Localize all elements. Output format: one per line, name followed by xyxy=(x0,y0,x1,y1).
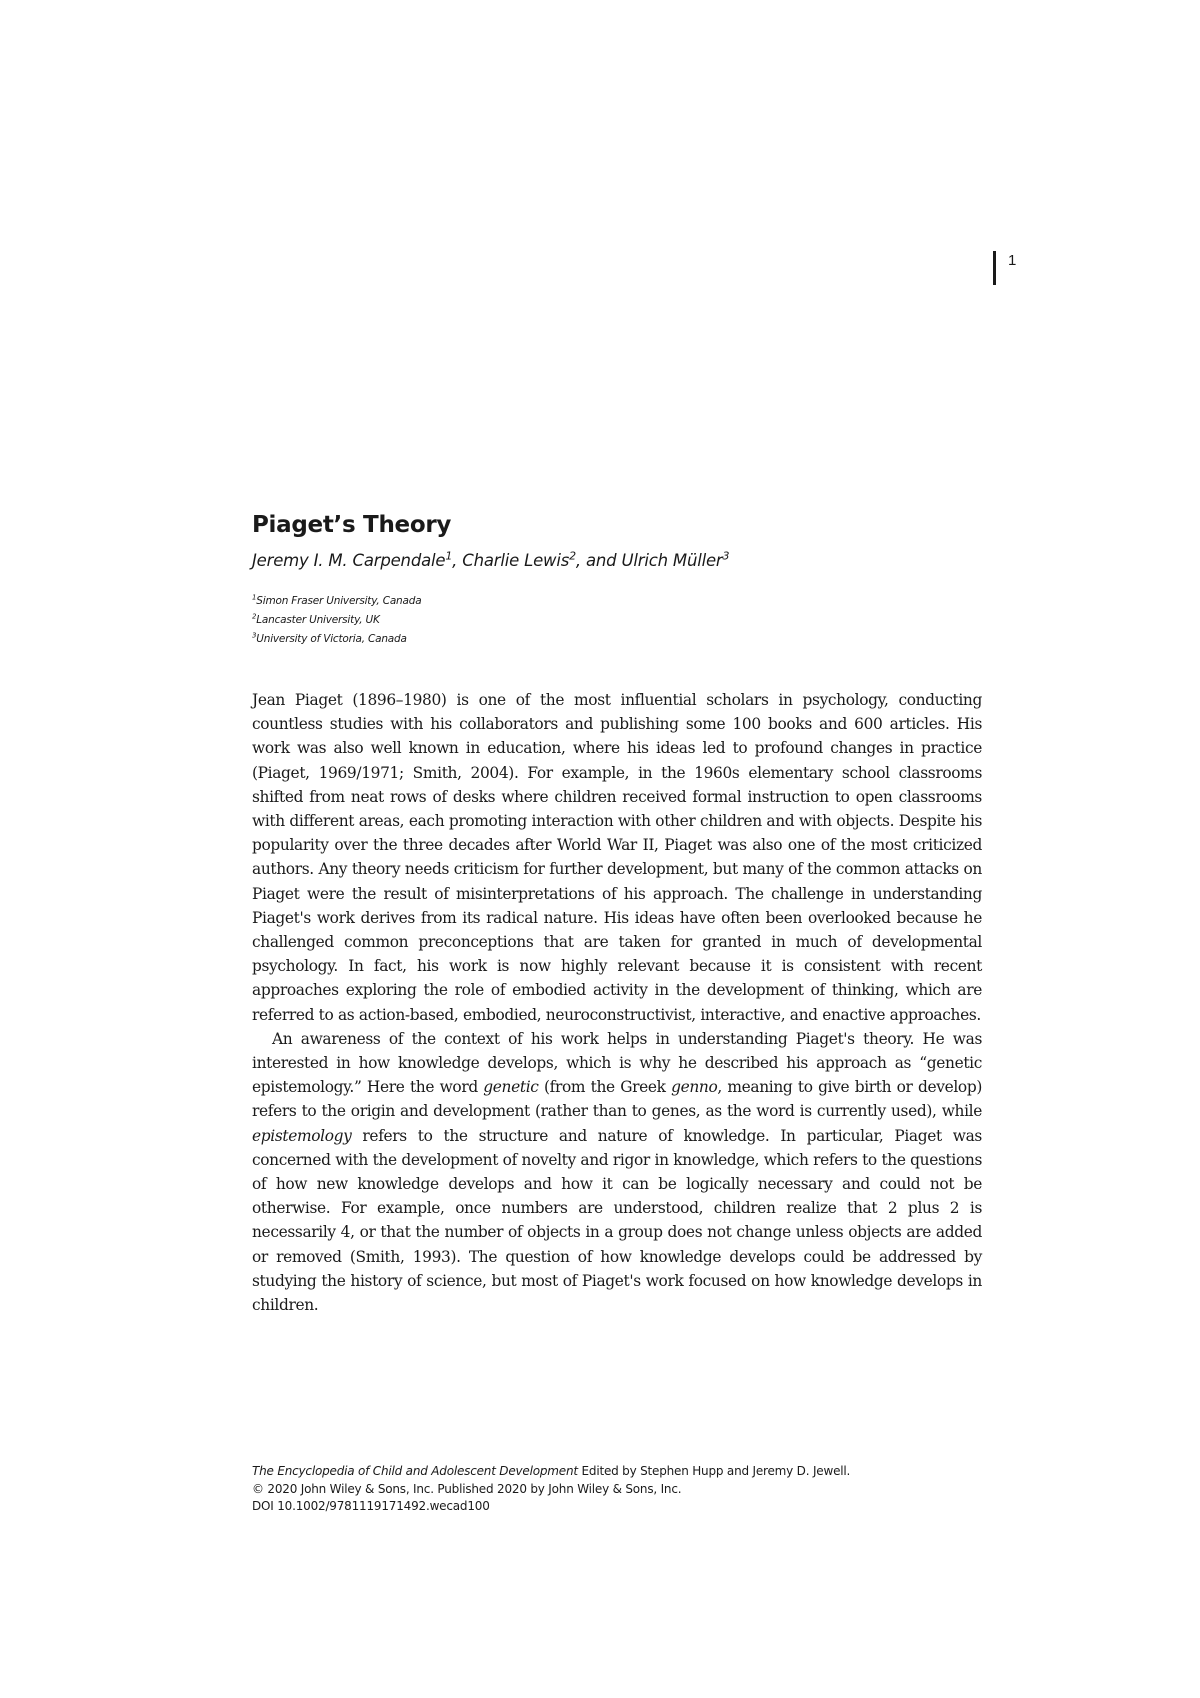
affiliation-text: University of Victoria, Canada xyxy=(256,633,407,645)
page-number: 1 xyxy=(1008,252,1017,269)
author-separator: , and xyxy=(575,551,622,570)
publication-footer xyxy=(252,1463,982,1516)
author-affiliation-mark: 3 xyxy=(722,549,730,563)
affiliation-item xyxy=(252,611,652,630)
body-paragraph-2 xyxy=(252,1027,982,1317)
author-name: Ulrich Müller xyxy=(621,551,723,570)
affiliation-item xyxy=(252,592,652,611)
body-text-run: , meaning to give birth or develop) refers to the origin and development (rather than to genes, as the word is currently used), while xyxy=(252,1078,983,1121)
affiliation-text: Lancaster University, UK xyxy=(256,614,380,626)
author-name: Charlie Lewis xyxy=(462,551,570,570)
body-text-run: refers to the structure and nature of knowledge. In particular, Piaget was concerned with the development of novelty and rigor in knowledge, which refers to the questions of how new knowledge develops and how it can be logically necessary and could not be otherwise. For example, once numbers are understood, children realize that 2 plus 2 is necessarily 4, or that the number of objects in a group does not change unless objects are added or removed (Smith, 1993). The question of how knowledge develops could be addressed by studying the history of science, but most of Piaget's work focused on how knowledge develops in children. xyxy=(252,1126,982,1315)
page-number-marker xyxy=(993,251,1016,285)
author-name: Jeremy I. M. Carpendale xyxy=(252,551,446,570)
affiliation-mark: 1 xyxy=(252,593,257,602)
body-paragraph-1: Jean Piaget (1896–1980) is one of the most influential scholars in psychology, conducting countless studies with his collaborators and publishing some 100 books and 600 articles. His work was also well known in education, where his ideas led to profound changes in practice (Piaget, 1969/1971; Smith, 2004). For example, in the 1960s elementary school classrooms shifted from neat rows of desks where children received formal instruction to open classrooms with different areas, each promoting interaction with other children and with objects. Despite his popularity over the three decades after World War II, Piaget was also one of the most criticized authors. Any theory needs criticism for further development, but many of the common attacks on Piaget were the result of misinterpretations of his approach. The challenge in understanding Piaget's work derives from its radical nature. His ideas have often been overlooked because he challenged common preconceptions that are taken for granted in much of developmental psychology. In fact, his work is now highly relevant because it is consistent with recent approaches exploring the role of embodied activity in the development of thinking, which are referred to as action-based, embodied, neuroconstructivist, interactive, and enactive approaches. xyxy=(252,691,982,1024)
affiliation-item xyxy=(252,630,652,649)
article-title: Piaget’s Theory xyxy=(252,512,452,538)
author-separator: , xyxy=(452,551,463,570)
affiliation-list xyxy=(252,592,652,649)
doi-line: DOI 10.1002/9781119171492.wecad100 xyxy=(252,1499,490,1513)
page-marker-bar xyxy=(993,251,996,285)
author-list xyxy=(252,549,982,573)
author-affiliation-mark: 2 xyxy=(569,549,576,563)
author-affiliation-mark: 1 xyxy=(445,549,453,563)
body-text-run: An awareness of the context of his work helps in understanding Piaget's theory. He was interested in how knowledge develops, which is why he described his approach as “genetic epistemology.” Here the word xyxy=(252,1029,982,1097)
book-title: The Encyclopedia of Child and Adolescent Development xyxy=(252,1464,578,1478)
article-body xyxy=(252,688,982,1317)
emphasis-genetic: genetic xyxy=(483,1078,539,1097)
affiliation-mark: 3 xyxy=(252,631,257,640)
affiliation-text: Simon Fraser University, Canada xyxy=(256,595,422,607)
emphasis-epistemology: epistemology xyxy=(252,1126,352,1145)
footer-citation-line xyxy=(252,1463,982,1481)
copyright-line: © 2020 John Wiley & Sons, Inc. Published 2020 by John Wiley & Sons, Inc. xyxy=(252,1481,682,1496)
emphasis-genno: genno xyxy=(671,1078,718,1097)
body-text-run: (from the Greek xyxy=(538,1078,672,1097)
affiliation-mark: 2 xyxy=(252,612,257,621)
editors: Edited by Stephen Hupp and Jeremy D. Jewell. xyxy=(577,1464,851,1478)
article-header xyxy=(252,510,982,573)
